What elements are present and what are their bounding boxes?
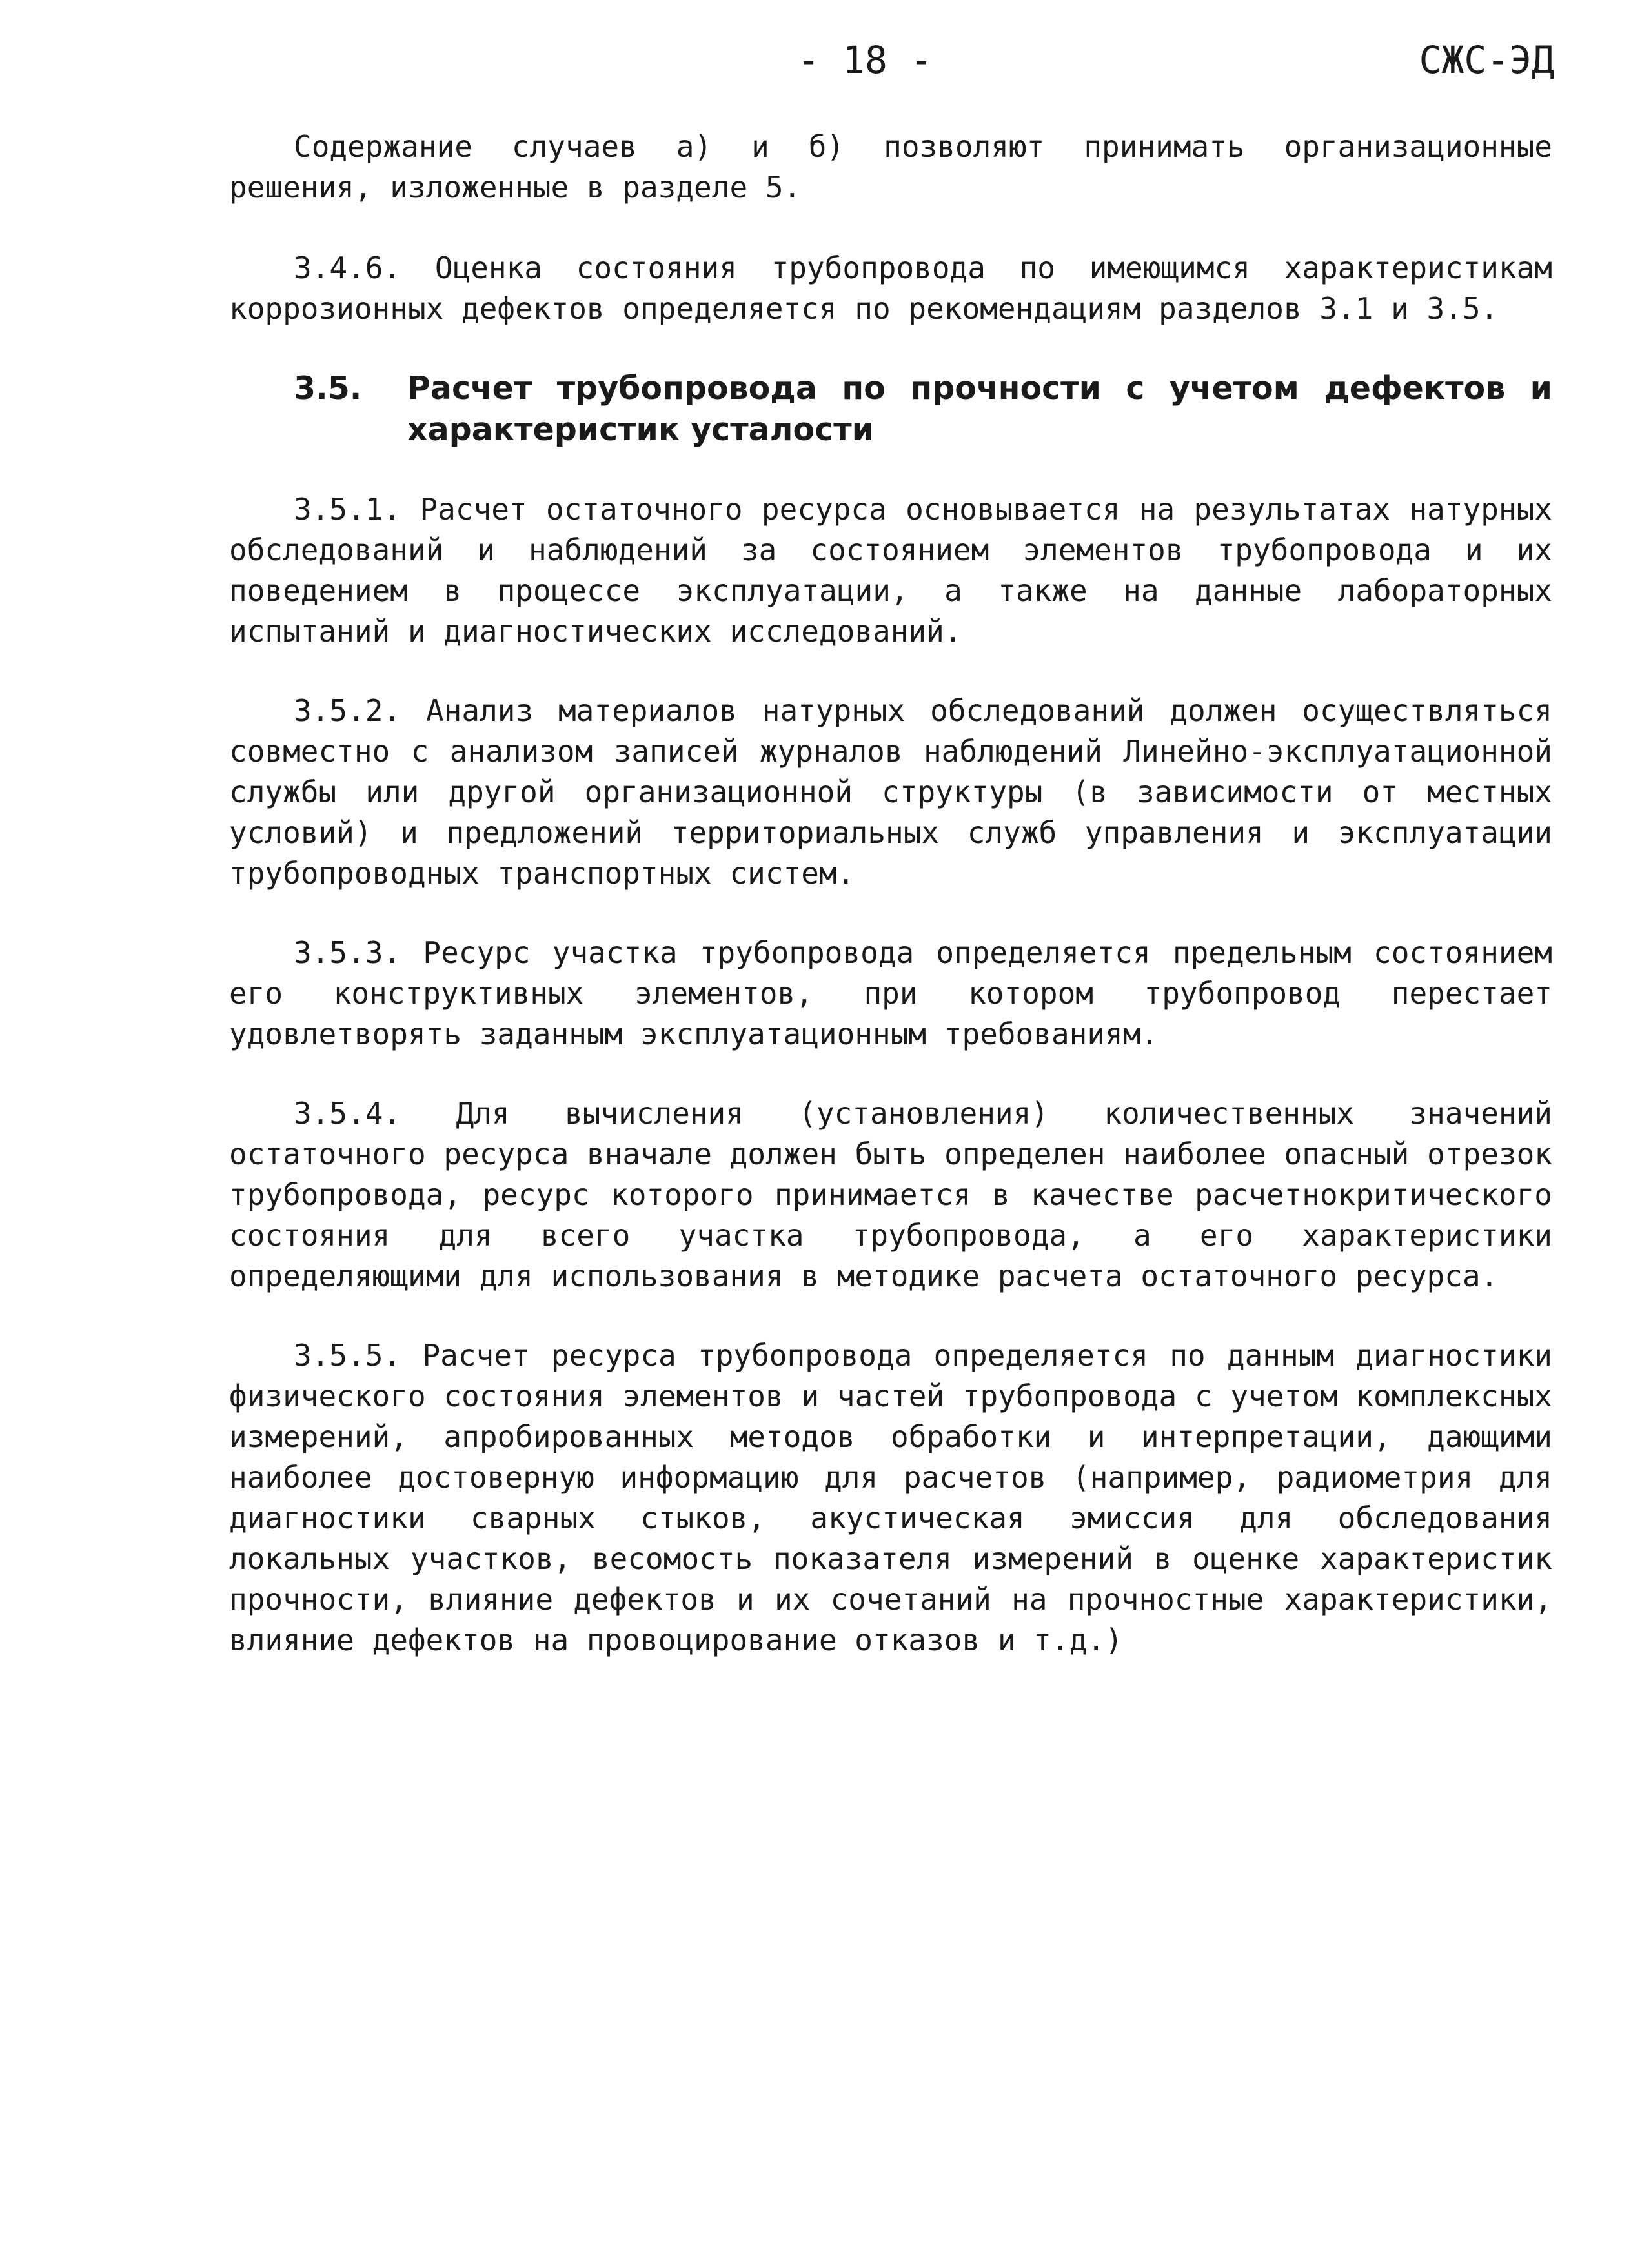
page-number: - 18 - — [797, 38, 933, 82]
section-title: Расчет трубопровода по прочности с учетом дефектов и характеристик усталости — [407, 370, 1552, 448]
paragraph-3-5-4: 3.5.4. Для вычисления (установления) количественных значений остаточного ресурса вначале должен быть определен наиболее опасный отрезок трубопровода, ресурс которого принимается в качестве расчетнокритического состояния для всего участка трубопровода, а его характеристики определяющими для использования в методике расчета остаточного ресурса. — [229, 1096, 1552, 1293]
paragraph-3-5-5: 3.5.5. Расчет ресурса трубопровода определяется по данным диагностики физического состояния элементов и частей трубопровода с учетом комплексных измерений, апробированных методов обработки и интерпретации, дающими наиболее достоверную информацию для расчетов (например, радиометрия для диагностики сварных стыков, акустическая эмиссия для обследования локальных участков, весомость показателя измерений в оценке характеристик прочности, влияние дефектов и их сочетаний на прочностные характеристики, влияние дефектов на провоцирование отказов и т.д.) — [229, 1338, 1552, 1657]
section-number: 3.5. — [294, 370, 362, 407]
paragraph-3-5-3: 3.5.3. Ресурс участка трубопровода определяется предельным состоянием его конструктивных элементов, при котором трубопровод перестает удовлетворять заданным эксплуатационным требованиям. — [229, 935, 1552, 1051]
section-heading-3-5 — [229, 368, 1552, 451]
paragraph-3-5-1: 3.5.1. Расчет остаточного ресурса основывается на результатах натурных обследований и наблюдений за состоянием элементов трубопровода и их поведением в процессе эксплуатации, а также на данные лабораторных испытаний и диагностических исследований. — [229, 492, 1552, 649]
paragraph-3-4-6: 3.4.6. Оценка состояния трубопровода по имеющимся характеристикам коррозионных дефектов определяется по рекомендациям разделов 3.1 и 3.5. — [229, 250, 1552, 326]
paragraph-3-5-2: 3.5.2. Анализ материалов натурных обследований должен осуществляться совместно с анализом записей журналов наблюдений Линейно-эксплуатационной службы или другой организационной структуры (в зависимости от местных условий) и предложений территориальных служб управления и эксплуатации трубопроводных транспортных систем. — [229, 693, 1552, 891]
document-code: СЖС-ЭД — [1419, 38, 1554, 82]
intro-paragraph: Содержание случаев а) и б) позволяют принимать организационные решения, изложенные в разделе 5. — [229, 129, 1552, 205]
document-body — [229, 127, 1552, 1699]
